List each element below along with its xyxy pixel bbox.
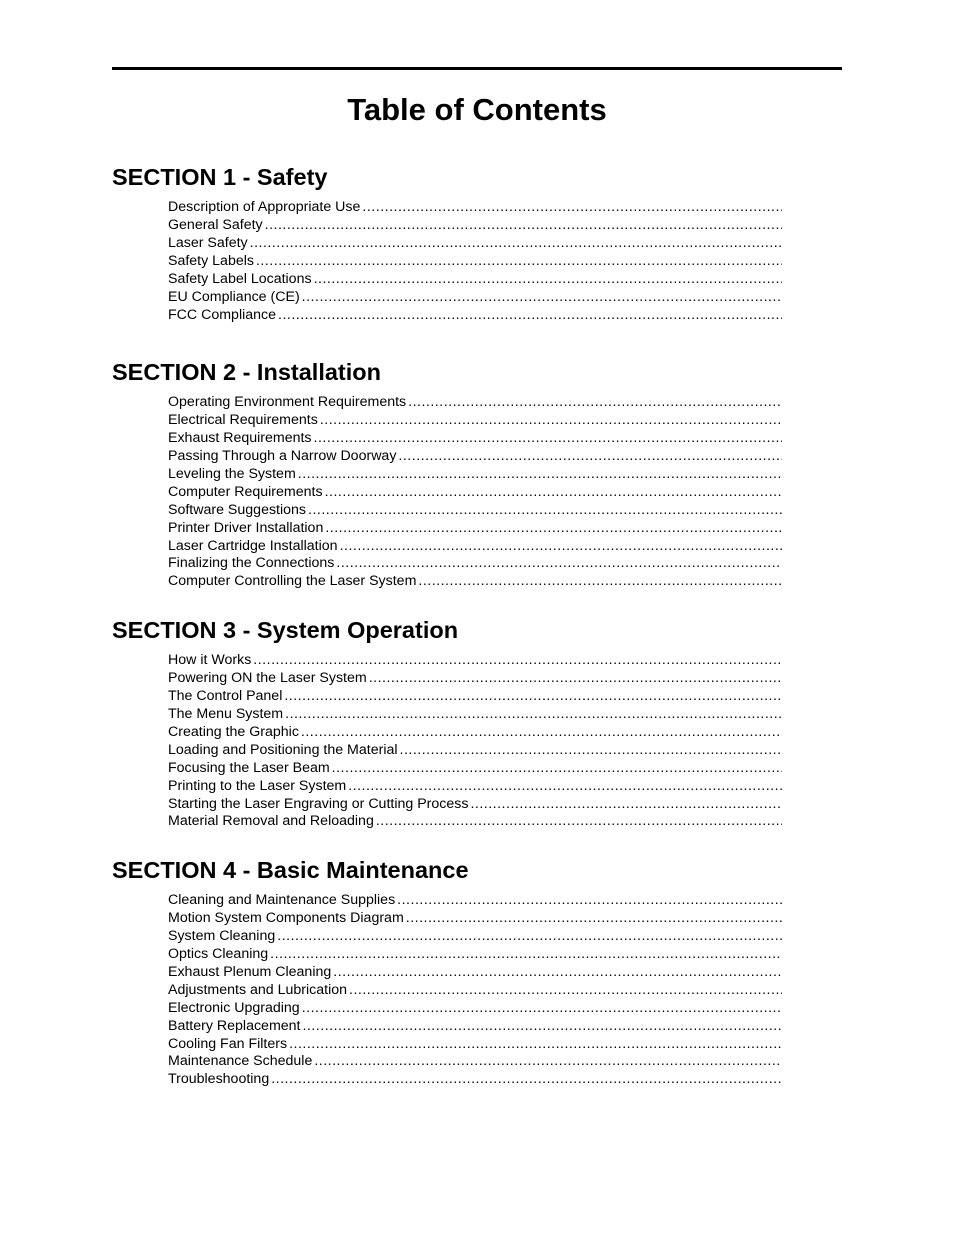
section-safety xyxy=(112,163,792,325)
dot-leader xyxy=(325,484,782,502)
toc-entry[interactable] xyxy=(168,484,782,502)
dot-leader xyxy=(277,928,782,946)
toc-entry-label: Laser Safety xyxy=(168,234,248,251)
toc-entry-label: Adjustments and Lubrication xyxy=(168,981,348,998)
dot-leader xyxy=(332,760,782,778)
toc-entry[interactable] xyxy=(168,394,782,412)
toc-entry[interactable] xyxy=(168,910,782,928)
dot-leader xyxy=(408,394,782,412)
toc-entry[interactable] xyxy=(168,520,782,538)
toc-entry-label: Material Removal and Reloading xyxy=(168,813,374,830)
toc-entry[interactable] xyxy=(168,982,782,1000)
dot-leader xyxy=(369,670,782,688)
toc-list xyxy=(168,892,782,1089)
dot-leader xyxy=(253,652,782,670)
toc-entry[interactable] xyxy=(168,199,782,217)
dot-leader xyxy=(349,982,782,1000)
dot-leader xyxy=(285,706,782,724)
dot-leader xyxy=(348,778,782,796)
toc-entry[interactable] xyxy=(168,307,782,325)
toc-entry[interactable] xyxy=(168,1000,782,1018)
toc-entry[interactable] xyxy=(168,502,782,520)
toc-entry[interactable] xyxy=(168,946,782,964)
dot-leader xyxy=(289,1036,782,1054)
section-installation xyxy=(112,358,792,591)
page-title: Table of Contents xyxy=(347,92,607,127)
toc-entry-label: Safety Label Locations xyxy=(168,270,312,287)
section-heading: SECTION 3 - System Operation xyxy=(112,617,459,643)
dot-leader xyxy=(376,813,782,831)
dot-leader xyxy=(340,538,782,556)
toc-entry[interactable] xyxy=(168,778,782,796)
dot-leader xyxy=(314,430,782,448)
dot-leader xyxy=(308,502,782,520)
toc-entry-label: Battery Replacement xyxy=(168,1017,301,1034)
dot-leader xyxy=(256,253,782,271)
toc-entry-label: Cleaning and Maintenance Supplies xyxy=(168,892,396,908)
toc-entry-label: The Menu System xyxy=(168,705,284,722)
dot-leader xyxy=(400,742,782,760)
toc-entry[interactable] xyxy=(168,796,782,814)
dot-leader xyxy=(302,1018,782,1036)
toc-entry[interactable] xyxy=(168,688,782,706)
toc-entry-label: Passing Through a Narrow Doorway xyxy=(168,447,397,464)
toc-entry-label: Operating Environment Requirements xyxy=(168,394,407,410)
toc-entry[interactable] xyxy=(168,1071,782,1089)
toc-entry[interactable] xyxy=(168,573,782,591)
toc-entry-label: Troubleshooting xyxy=(168,1071,270,1088)
toc-entry-label: System Cleaning xyxy=(168,927,276,944)
toc-list xyxy=(168,652,782,831)
toc-entry-label: Laser Cartridge Installation xyxy=(168,537,338,554)
toc-entry-label: Loading and Positioning the Material xyxy=(168,741,398,758)
toc-entry-label: Optics Cleaning xyxy=(168,945,269,962)
toc-entry-label: Electrical Requirements xyxy=(168,411,318,428)
dot-leader xyxy=(418,573,782,591)
dot-leader xyxy=(302,1000,782,1018)
toc-entry[interactable] xyxy=(168,928,782,946)
toc-entry[interactable] xyxy=(168,892,782,910)
toc-entry-label: Cooling Fan Filters xyxy=(168,1035,288,1052)
toc-entry-label: Creating the Graphic xyxy=(168,723,299,740)
toc-entry-label: Starting the Laser Engraving or Cutting Process xyxy=(168,795,469,812)
toc-entry-label: The Control Panel xyxy=(168,687,283,704)
toc-entry-label: Exhaust Requirements xyxy=(168,429,312,446)
header-rule xyxy=(112,67,842,70)
toc-entry-label: Printer Driver Installation xyxy=(168,519,324,536)
dot-leader xyxy=(302,289,782,307)
toc-entry-label: Computer Controlling the Laser System xyxy=(168,573,417,590)
toc-entry[interactable] xyxy=(168,1053,782,1071)
dot-leader xyxy=(406,910,782,928)
toc-entry-label: Electronic Upgrading xyxy=(168,999,300,1016)
dot-leader xyxy=(265,217,782,235)
toc-entry-label: Printing to the Laser System xyxy=(168,777,347,794)
toc-list xyxy=(168,199,782,325)
dot-leader xyxy=(362,199,782,217)
toc-entry[interactable] xyxy=(168,430,782,448)
section-heading: SECTION 2 - Installation xyxy=(112,359,381,385)
dot-leader xyxy=(270,946,782,964)
toc-entry[interactable] xyxy=(168,235,782,253)
toc-entry[interactable] xyxy=(168,289,782,307)
toc-entry[interactable] xyxy=(168,466,782,484)
toc-entry-label: Focusing the Laser Beam xyxy=(168,759,330,776)
toc-entry[interactable] xyxy=(168,448,782,466)
dot-leader xyxy=(320,412,782,430)
toc-entry[interactable] xyxy=(168,652,782,670)
toc-entry[interactable] xyxy=(168,760,782,778)
toc-list xyxy=(168,394,782,591)
toc-entry[interactable] xyxy=(168,412,782,430)
dot-leader xyxy=(314,1053,782,1071)
toc-entry[interactable] xyxy=(168,253,782,271)
toc-entry-label: Motion System Components Diagram xyxy=(168,909,404,926)
dot-leader xyxy=(397,892,782,910)
toc-entry[interactable] xyxy=(168,1036,782,1054)
dot-leader xyxy=(271,1071,782,1089)
dot-leader xyxy=(333,964,782,982)
dot-leader xyxy=(250,235,782,253)
toc-entry[interactable] xyxy=(168,555,782,573)
toc-entry-label: Safety Labels xyxy=(168,252,254,269)
toc-entry-label: FCC Compliance xyxy=(168,306,277,323)
toc-entry-label: Exhaust Plenum Cleaning xyxy=(168,963,332,980)
dot-leader xyxy=(284,688,782,706)
toc-entry[interactable] xyxy=(168,1018,782,1036)
toc-entry[interactable] xyxy=(168,670,782,688)
dot-leader xyxy=(278,307,782,325)
toc-entry-label: Software Suggestions xyxy=(168,501,307,518)
dot-leader xyxy=(336,555,782,573)
toc-entry[interactable] xyxy=(168,964,782,982)
toc-entry[interactable] xyxy=(168,217,782,235)
toc-entry-label: How it Works xyxy=(168,652,252,668)
section-basic-maintenance xyxy=(112,856,792,1089)
section-system-operation xyxy=(112,616,792,831)
toc-entry-label: Maintenance Schedule xyxy=(168,1053,313,1070)
toc-entry-label: EU Compliance (CE) xyxy=(168,288,300,305)
dot-leader xyxy=(470,796,782,814)
toc-entry[interactable] xyxy=(168,742,782,760)
toc-entry-label: Leveling the System xyxy=(168,465,296,482)
toc-entry[interactable] xyxy=(168,271,782,289)
dot-leader xyxy=(398,448,782,466)
toc-entry[interactable] xyxy=(168,724,782,742)
toc-entry-label: General Safety xyxy=(168,216,263,233)
dot-leader xyxy=(298,466,782,484)
toc-entry-label: Computer Requirements xyxy=(168,483,323,500)
toc-entry-label: Finalizing the Connections xyxy=(168,555,335,572)
toc-entry[interactable] xyxy=(168,538,782,556)
toc-entry-label: Powering ON the Laser System xyxy=(168,669,367,686)
section-heading: SECTION 4 - Basic Maintenance xyxy=(112,857,469,883)
toc-entry-label: Description of Appropriate Use xyxy=(168,199,361,215)
dot-leader xyxy=(301,724,782,742)
dot-leader xyxy=(325,520,782,538)
toc-entry[interactable] xyxy=(168,706,782,724)
toc-entry[interactable] xyxy=(168,813,782,831)
dot-leader xyxy=(314,271,782,289)
section-heading: SECTION 1 - Safety xyxy=(112,164,328,190)
